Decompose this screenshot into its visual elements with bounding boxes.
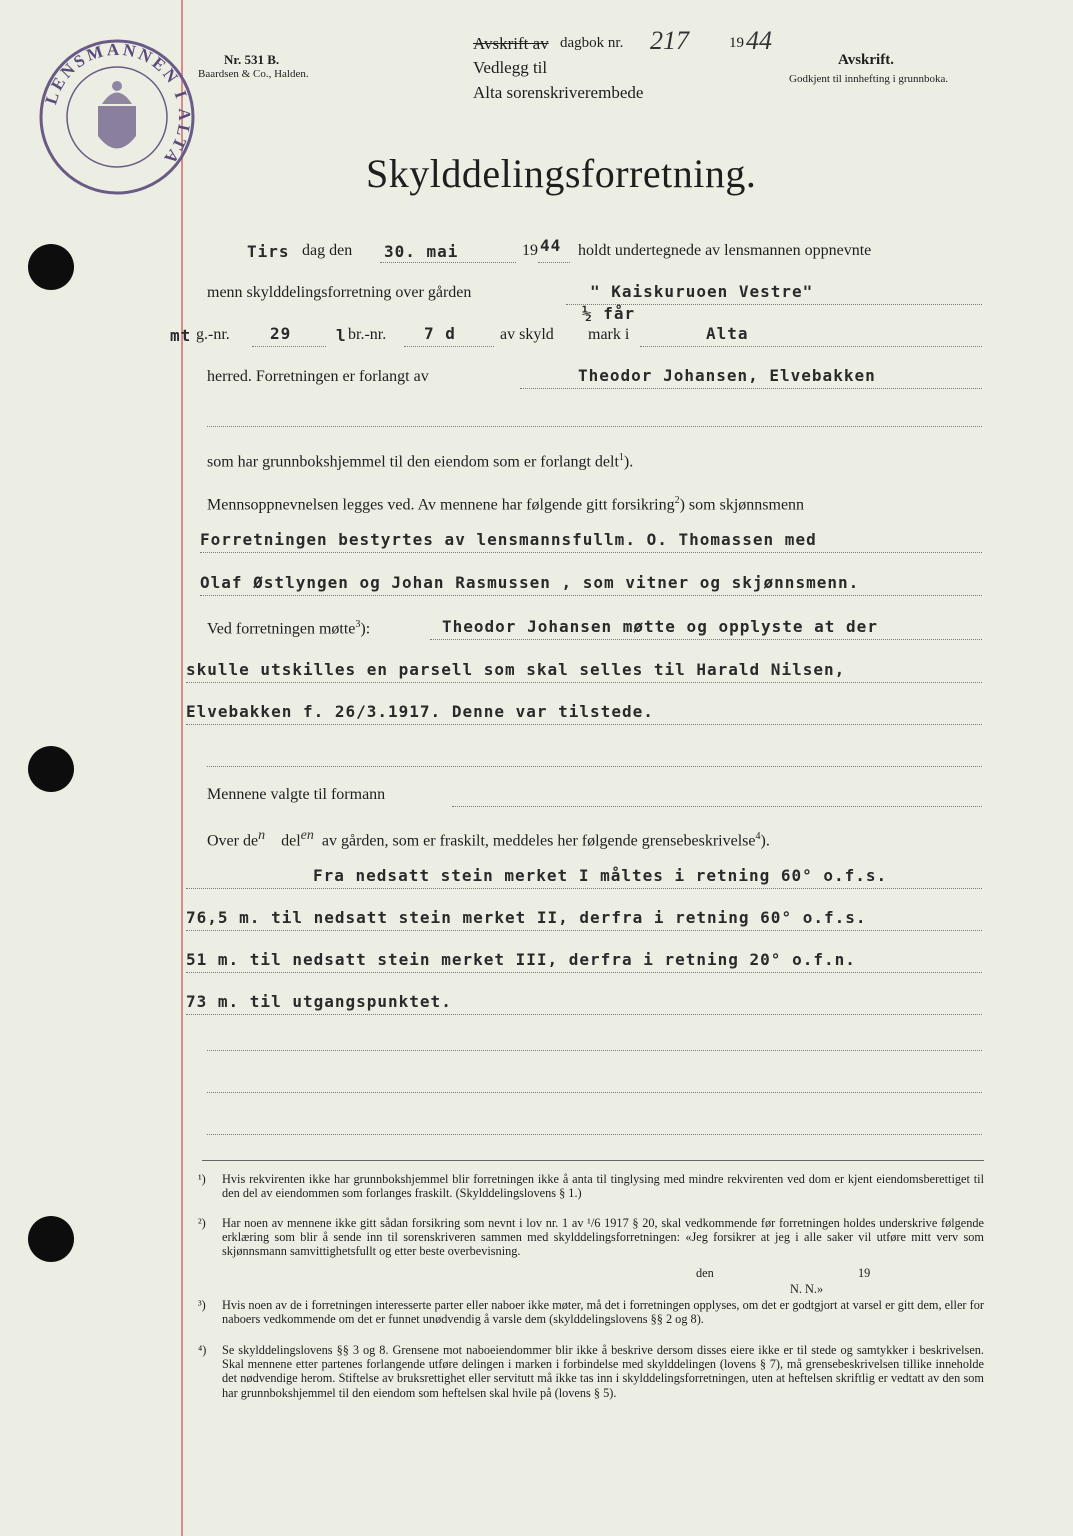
label-mennsopp: Mennsoppnevnelsen legges ved. Av mennene har følgende gitt forsikring$^2$) som skjønnsmenn: [207, 495, 805, 514]
punch-hole-top: [28, 244, 74, 290]
mote-line-1: Theodor Johansen møtte og opplyste at der: [442, 617, 878, 636]
label-bnr: br.-nr.: [348, 326, 387, 343]
footnote-1: ¹) Hvis rekvirenten ikke har grunnbokshjemmel blir forretningen ikke å anta til tinglysing med mindre rekvirenten ved dom er kjent eiendomsberettiget til den del av eiendommen som forlanges fraskilt. (Skylddelingslovens § 1.): [198, 1172, 984, 1201]
footnote-2-signature: N. N.»: [790, 1282, 824, 1296]
label-grunnbok: som har grunnbokshjemmel til den eiendom som er forlangt delt$^1$).: [207, 452, 634, 471]
page-title: Skylddelingsforretning.: [366, 151, 757, 196]
label-gnr: g.-nr.: [196, 326, 230, 343]
form-number: Nr. 531 B.: [224, 52, 280, 67]
bnr-prefix: l: [336, 326, 347, 345]
farm-name: " Kaiskuruoen Vestre": [590, 282, 814, 301]
boundary-line-4: 73 m. til utgangspunktet.: [186, 992, 452, 1011]
year-prefix: 19: [522, 242, 538, 259]
printer-name: Baardsen & Co., Halden.: [198, 68, 309, 80]
bnr-value: 7 d: [424, 324, 456, 343]
typed-line-1: Forretningen bestyrtes av lensmannsfullm. O. Thomassen med: [200, 530, 817, 549]
label-held: holdt undertegnede av lensmannen oppnevnte: [578, 242, 872, 259]
footnote-2: ²) Har noen av mennene ikke gitt sådan forsikring som nevnt i lov nr. 1 av ¹/6 1917 § 20, skal vedkommende før forretningen holdes underskrive følgende erklæring som blir å sende inn til sorenskriveren sammen med skylddelingsforretningen: «Jeg forsikrer at jeg i alle saker vil utføre mitt verv som skjønnsmann samvittighetsfullt og etter beste overbevisning.: [198, 1216, 984, 1259]
skyld-value: ½ får: [582, 304, 636, 323]
boundary-line-2: 76,5 m. til nedsatt stein merket II, derfra i retning 60° o.f.s.: [186, 908, 867, 927]
diary-year-prefix: 19: [729, 35, 744, 51]
diary-year-suffix: 44: [746, 26, 772, 55]
weekday: Tirs: [247, 242, 290, 261]
label-farm: menn skylddelingsforretning over gården: [207, 284, 472, 301]
lensmann-stamp: [36, 36, 198, 198]
requester: Theodor Johansen, Elvebakken: [578, 366, 876, 385]
label-skyld: av skyld: [500, 326, 554, 343]
copy-label: Avskrift.: [838, 52, 894, 68]
attachment-to: Vedlegg til: [473, 58, 548, 77]
label-over-de: Over den delen av gården, som er fraskilt, meddeles her følgende grensebeskrivelse$^4$).: [207, 828, 770, 850]
punch-hole-bottom: [28, 1216, 74, 1262]
mote-line-3: Elvebakken f. 26/3.1917. Denne var tilstede.: [186, 702, 654, 721]
footnote-2-year: 19: [858, 1266, 871, 1280]
typed-line-2: Olaf Østlyngen og Johan Rasmussen , som vitner og skjønnsmenn.: [200, 573, 860, 592]
office-name: Alta sorenskriverembede: [473, 83, 644, 102]
year-suffix: 44: [540, 236, 562, 255]
footnote-3: ³) Hvis noen av de i forretningen interesserte parter eller naboer ikke møter, må det i forretningen opplyses, om det er godtgjort at varsel er gitt dem, eller for naboers vedkommende om det er funnet unødvendig å varsle dem (skylddelingslovens §§ 2 og 8).: [198, 1298, 984, 1327]
svg-text:LENSMANNEN I ALTA: [41, 40, 194, 170]
footnote-4: ⁴) Se skylddelingslovens §§ 3 og 8. Grensene mot naboeiendommer blir ikke å beskrive dersom disses eiere ikke er til stede og samtykker i beskrivelsen. Skal mennene etter partenes forlangende utføre delingen i marken i forbindelse med skylddelingen (lovens § 7), må grensebeskrivelsen tillike inneholde det nødvendige herom. Stiftelse av bruksrettighet eller servitutt må ikke tas inn i skylddelingsforretningen, uten at heftelsen skriftlig er vedtatt av den som har grunnbokshjemmel til den eiendom som heftelsen skal hvile på (lovens § 5).: [198, 1343, 984, 1400]
date-value: 30. mai: [384, 242, 459, 261]
mote-line-2: skulle utskilles en parsell som skal selles til Harald Nilsen,: [186, 660, 846, 679]
municipality: Alta: [706, 324, 749, 343]
label-mark: mark i: [588, 326, 630, 343]
stamp-text: LENSMANNEN I ALTA: [41, 39, 195, 170]
boundary-line-1: Fra nedsatt stein merket I måltes i retning 60° o.f.s.: [313, 866, 888, 885]
boundary-line-3: 51 m. til nedsatt stein merket III, derfra i retning 20° o.f.n.: [186, 950, 856, 969]
footnote-2-den: den: [696, 1266, 714, 1280]
punch-hole-middle: [28, 746, 74, 792]
margin-rule: [181, 0, 183, 1536]
mt-prefix: mt: [170, 326, 192, 345]
approval-note: Godkjent til innhefting i grunnboka.: [789, 73, 949, 85]
label-dag-den: dag den: [302, 242, 353, 259]
label-mote: Ved forretningen møtte$^3$):: [207, 619, 371, 638]
label-formann: Mennene valgte til formann: [207, 786, 386, 803]
diary-number: 217: [650, 26, 689, 55]
diary-label: dagbok nr.: [560, 35, 624, 51]
diary-struck: Avskrift av: [473, 34, 549, 53]
gnr-value: 29: [270, 324, 292, 343]
label-herred: herred. Forretningen er forlangt av: [207, 368, 429, 385]
